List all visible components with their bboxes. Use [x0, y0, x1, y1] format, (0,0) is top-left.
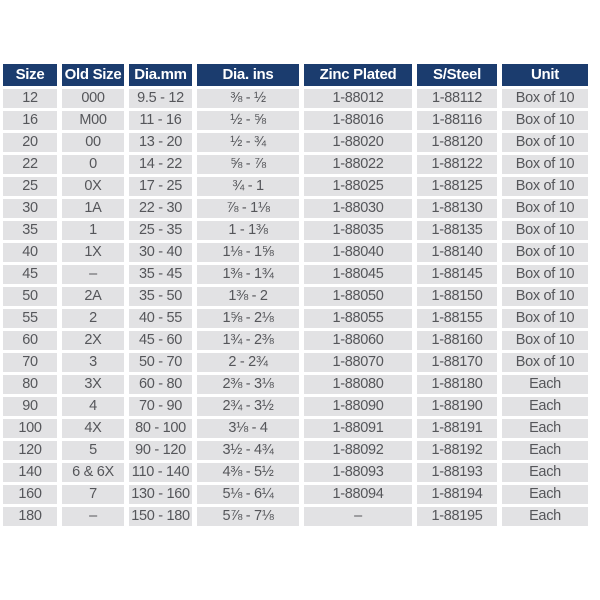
table-cell: 1-88125 [417, 177, 497, 196]
table-row [3, 353, 588, 372]
table-cell: 1-88020 [304, 133, 412, 152]
table-cell: 1⅛ - 1⅝ [197, 243, 299, 262]
table-cell: 100 [3, 419, 57, 438]
column-header-s-steel: S/Steel [417, 64, 497, 86]
table-cell: 45 - 60 [129, 331, 192, 350]
table-cell: 1-88160 [417, 331, 497, 350]
table-row [3, 331, 588, 350]
table-cell: 4X [62, 419, 124, 438]
table-cell: 80 [3, 375, 57, 394]
table-cell: 120 [3, 441, 57, 460]
table-cell: 140 [3, 463, 57, 482]
table-row [3, 89, 588, 108]
table-cell: 7 [62, 485, 124, 504]
table-row [3, 265, 588, 284]
table-cell: – [62, 265, 124, 284]
table-header [3, 64, 588, 86]
table-cell: 1-88080 [304, 375, 412, 394]
table-cell: 2 [62, 309, 124, 328]
column-header-dia-mm: Dia.mm [129, 64, 192, 86]
table-cell: 1-88022 [304, 155, 412, 174]
table-cell: 1-88050 [304, 287, 412, 306]
table-cell: 1-88055 [304, 309, 412, 328]
table-cell: Box of 10 [502, 155, 588, 174]
table-cell: 5 [62, 441, 124, 460]
table-cell: – [304, 507, 412, 526]
table-cell: ⅞ - 1⅛ [197, 199, 299, 218]
table-cell: 3X [62, 375, 124, 394]
table-row [3, 221, 588, 240]
table-cell: 110 - 140 [129, 463, 192, 482]
table-cell: 1-88140 [417, 243, 497, 262]
table-cell: Box of 10 [502, 111, 588, 130]
table-cell: Box of 10 [502, 353, 588, 372]
table-cell: Each [502, 485, 588, 504]
table-cell: 1¾ - 2⅜ [197, 331, 299, 350]
table-cell: 5⅛ - 6¼ [197, 485, 299, 504]
table-cell: Box of 10 [502, 89, 588, 108]
table-cell: 1 [62, 221, 124, 240]
table-cell: 1-88194 [417, 485, 497, 504]
table-cell: 4 [62, 397, 124, 416]
table-cell: Box of 10 [502, 133, 588, 152]
table-row [3, 243, 588, 262]
column-header-old-size: Old Size [62, 64, 124, 86]
table-cell: 1-88045 [304, 265, 412, 284]
table-cell: 45 [3, 265, 57, 284]
table-cell: 5⅞ - 7⅛ [197, 507, 299, 526]
table-cell: 1-88040 [304, 243, 412, 262]
table-cell: 4⅜ - 5½ [197, 463, 299, 482]
table-cell: 1-88025 [304, 177, 412, 196]
table-cell: 3½ - 4¾ [197, 441, 299, 460]
table-row [3, 155, 588, 174]
table-cell: 1-88120 [417, 133, 497, 152]
table-cell: 35 - 50 [129, 287, 192, 306]
table-cell: 1-88193 [417, 463, 497, 482]
table-cell: 1-88195 [417, 507, 497, 526]
table-cell: 80 - 100 [129, 419, 192, 438]
table-row [3, 199, 588, 218]
table-cell: 40 - 55 [129, 309, 192, 328]
table-cell: 1A [62, 199, 124, 218]
table-row [3, 419, 588, 438]
table-cell: 1-88112 [417, 89, 497, 108]
table-cell: 2A [62, 287, 124, 306]
table-cell: 22 - 30 [129, 199, 192, 218]
table-cell: 25 - 35 [129, 221, 192, 240]
table-cell: 1-88012 [304, 89, 412, 108]
table-cell: 13 - 20 [129, 133, 192, 152]
column-header-zinc-plated: Zinc Plated [304, 64, 412, 86]
table-cell: Box of 10 [502, 265, 588, 284]
table-cell: 50 [3, 287, 57, 306]
table-row [3, 133, 588, 152]
table-cell: 1-88170 [417, 353, 497, 372]
table-cell: Box of 10 [502, 287, 588, 306]
table-cell: 90 [3, 397, 57, 416]
table-cell: Each [502, 441, 588, 460]
table-cell: ½ - ⅝ [197, 111, 299, 130]
table-cell: 25 [3, 177, 57, 196]
table-row [3, 485, 588, 504]
table-cell: ⅜ - ½ [197, 89, 299, 108]
table-cell: 3⅛ - 4 [197, 419, 299, 438]
table-row [3, 397, 588, 416]
table-cell: 35 - 45 [129, 265, 192, 284]
table-cell: 1-88191 [417, 419, 497, 438]
table-cell: 1-88016 [304, 111, 412, 130]
table-cell: 0X [62, 177, 124, 196]
table-cell: ⅝ - ⅞ [197, 155, 299, 174]
table-row [3, 177, 588, 196]
table-cell: 1-88030 [304, 199, 412, 218]
table-cell: 1-88070 [304, 353, 412, 372]
table-cell: 2 - 2¾ [197, 353, 299, 372]
table-cell: Box of 10 [502, 243, 588, 262]
table-cell: M00 [62, 111, 124, 130]
table-cell: 14 - 22 [129, 155, 192, 174]
size-selection-table [0, 61, 593, 529]
table-cell: 70 [3, 353, 57, 372]
table-cell: 1-88135 [417, 221, 497, 240]
table-cell: 1-88091 [304, 419, 412, 438]
table-cell: ½ - ¾ [197, 133, 299, 152]
table-cell: 00 [62, 133, 124, 152]
table-cell: 30 [3, 199, 57, 218]
table-cell: 1-88145 [417, 265, 497, 284]
table-cell: 55 [3, 309, 57, 328]
table-cell: 20 [3, 133, 57, 152]
table-cell: 1X [62, 243, 124, 262]
table-cell: 50 - 70 [129, 353, 192, 372]
table-cell: Box of 10 [502, 331, 588, 350]
table-cell: 130 - 160 [129, 485, 192, 504]
table-cell: 16 [3, 111, 57, 130]
table-cell: 3 [62, 353, 124, 372]
table-cell: Each [502, 419, 588, 438]
table-row [3, 309, 588, 328]
column-header-size: Size [3, 64, 57, 86]
table-cell: Each [502, 463, 588, 482]
table-cell: 1-88094 [304, 485, 412, 504]
table-cell: 1-88122 [417, 155, 497, 174]
table-cell: 000 [62, 89, 124, 108]
table-cell: 1-88190 [417, 397, 497, 416]
table-cell: Box of 10 [502, 199, 588, 218]
table-cell: 1-88180 [417, 375, 497, 394]
table-row [3, 507, 588, 526]
table-row [3, 463, 588, 482]
table-body [3, 89, 588, 526]
table-cell: 1-88060 [304, 331, 412, 350]
table-cell: 2¾ - 3½ [197, 397, 299, 416]
table-cell: 150 - 180 [129, 507, 192, 526]
table-cell: 1-88192 [417, 441, 497, 460]
table-cell: Box of 10 [502, 221, 588, 240]
table-cell: 17 - 25 [129, 177, 192, 196]
table-cell: 12 [3, 89, 57, 108]
table-cell: 9.5 - 12 [129, 89, 192, 108]
table-row [3, 441, 588, 460]
table-cell: 0 [62, 155, 124, 174]
table-cell: 1-88093 [304, 463, 412, 482]
table-cell: 1-88130 [417, 199, 497, 218]
table-cell: 2⅜ - 3⅛ [197, 375, 299, 394]
table-cell: 1-88090 [304, 397, 412, 416]
table-cell: 1-88035 [304, 221, 412, 240]
table-cell: 160 [3, 485, 57, 504]
table-row [3, 111, 588, 130]
column-header-unit: Unit [502, 64, 588, 86]
table-cell: 35 [3, 221, 57, 240]
table-cell: 90 - 120 [129, 441, 192, 460]
table-cell: Each [502, 375, 588, 394]
table-cell: 60 [3, 331, 57, 350]
table-cell: 22 [3, 155, 57, 174]
table-cell: 70 - 90 [129, 397, 192, 416]
table-cell: 11 - 16 [129, 111, 192, 130]
table-row [3, 375, 588, 394]
table-cell: ¾ - 1 [197, 177, 299, 196]
table-cell: Box of 10 [502, 177, 588, 196]
table-cell: 60 - 80 [129, 375, 192, 394]
table-cell: 1-88155 [417, 309, 497, 328]
table-cell: Box of 10 [502, 309, 588, 328]
table-cell: 30 - 40 [129, 243, 192, 262]
table-cell: 1⅝ - 2⅛ [197, 309, 299, 328]
table-cell: 1 - 1⅜ [197, 221, 299, 240]
column-header-dia-ins: Dia. ins [197, 64, 299, 86]
header-row [3, 64, 588, 86]
table-cell: 1⅜ - 1¾ [197, 265, 299, 284]
table-row [3, 287, 588, 306]
table-cell: Each [502, 397, 588, 416]
table-cell: 1-88092 [304, 441, 412, 460]
table-cell: 1-88150 [417, 287, 497, 306]
table-cell: Each [502, 507, 588, 526]
table-cell: 2X [62, 331, 124, 350]
table-cell: 6 & 6X [62, 463, 124, 482]
table-cell: – [62, 507, 124, 526]
table-cell: 1⅜ - 2 [197, 287, 299, 306]
table-cell: 180 [3, 507, 57, 526]
table-cell: 1-88116 [417, 111, 497, 130]
table-cell: 40 [3, 243, 57, 262]
